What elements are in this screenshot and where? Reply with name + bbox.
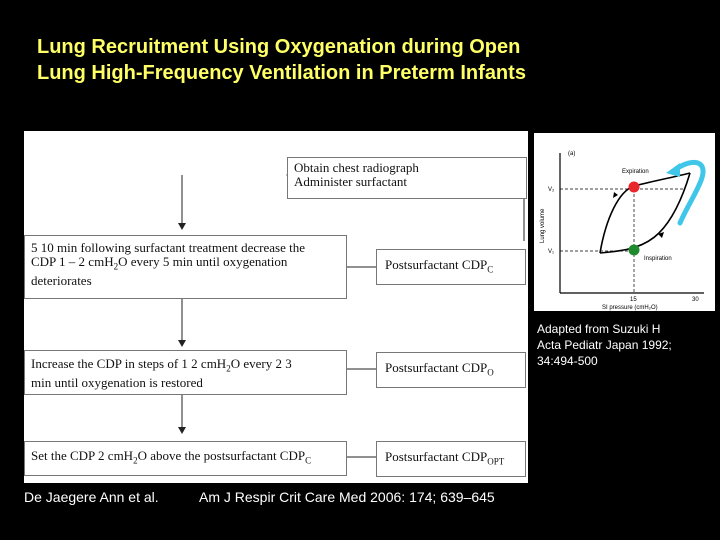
inset-caption: [537, 321, 717, 369]
inspiration-point: [629, 245, 640, 256]
step-increase-line-2: min until oxygenation is restored: [31, 374, 203, 390]
caption-line-3: 34:494-500: [537, 354, 598, 368]
cyan-arrowhead: [666, 163, 680, 177]
footer-citation: Am J Respir Crit Care Med 2006: 174; 639–645: [199, 489, 495, 505]
step-increase-line-1: Increase the CDP in steps of 1 2 cmH$_2$O every 2 3: [31, 356, 292, 374]
step-decrease-line-1: 5 10 min following surfactant treatment decrease the: [31, 240, 305, 255]
curve-arrow-2: [613, 192, 618, 198]
expiration-label: Expiration: [622, 169, 649, 175]
y-axis-label: Lung volume: [540, 208, 546, 243]
cyan-arrow: [676, 162, 703, 223]
v1-label: V₁: [548, 249, 555, 255]
pressure-volume-graph: [534, 133, 715, 311]
result-c-label: Postsurfactant $CDP_C$: [385, 256, 494, 275]
title-line-1: Lung Recruitment Using Oxygenation during Open: [37, 36, 521, 58]
slide-title: [37, 34, 677, 86]
result-o-label: Postsurfactant $CDP_O$: [385, 359, 494, 378]
title-line-2: Lung High-Frequency Ventilation in Preterm Infants: [37, 62, 526, 84]
result-postsurfactant-cdp-o: [376, 352, 526, 388]
step-obtain-radiograph: [287, 157, 527, 199]
step-obtain-line-1: Obtain chest radiograph: [294, 160, 419, 175]
step-obtain-line-2: Administer surfactant: [294, 174, 407, 189]
x-tick-15: 15: [630, 297, 637, 303]
step-set-line: Set the CDP 2 cmH$_2$O above the postsurfactant $CDP_C$: [31, 448, 312, 466]
step-decrease-line-2: CDP 1 – 2 cmH$_2$O every 5 min until oxygenation: [31, 254, 288, 272]
inspiration-label: Inspiration: [644, 256, 672, 262]
expiration-limb: [600, 173, 690, 253]
result-opt-label: Postsurfactant $CDP_{OPT}$: [385, 448, 505, 467]
pv-graph-svg: [534, 133, 715, 311]
expiration-point: [629, 182, 640, 193]
step-increase-cdp: [24, 350, 347, 395]
inspiration-limb: [600, 173, 690, 253]
caption-line-2: Acta Pediatr Japan 1992;: [537, 338, 672, 352]
x-axis-label: SI pressure (cmH₂O): [602, 305, 658, 311]
flowchart: [24, 131, 528, 483]
step-decrease-line-3: deteriorates: [31, 272, 92, 288]
result-postsurfactant-cdp-c: [376, 249, 526, 285]
caption-line-1: Adapted from Suzuki H: [537, 322, 661, 336]
footer-author: De Jaegere Ann et al.: [24, 489, 159, 505]
panel-label: (a): [568, 151, 576, 157]
x-tick-30: 30: [692, 297, 699, 303]
step-set-cdp: [24, 441, 347, 476]
step-decrease-cdp: [24, 235, 347, 299]
result-postsurfactant-cdp-opt: [376, 441, 526, 477]
v2-label: V₂: [548, 187, 555, 193]
